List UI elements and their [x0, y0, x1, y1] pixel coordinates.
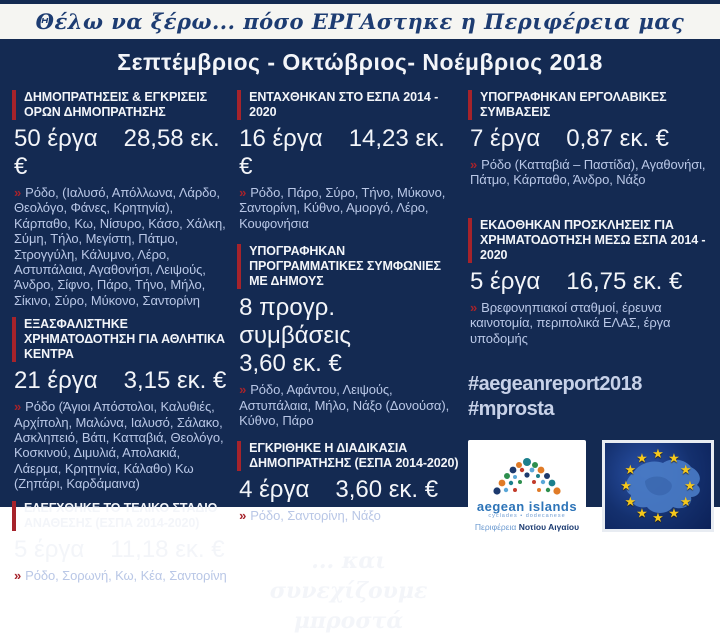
- block-stat: [14, 125, 229, 181]
- double-chevron-icon: »: [14, 567, 22, 583]
- column-3: [468, 90, 714, 533]
- eu-star-icon: ★: [624, 494, 637, 510]
- stat-amount: 14,23 εκ. €: [239, 125, 445, 180]
- block-locations: [14, 399, 229, 491]
- content-columns: [12, 90, 714, 634]
- hashtag-aegeanreport: #aegeanreport2018: [468, 373, 642, 396]
- locations-text: Ρόδο, Σορωνή, Κω, Κέα, Σαντορίνη: [25, 567, 227, 583]
- block-locations: [14, 185, 229, 308]
- caption-region-word: Περιφέρεια: [474, 522, 517, 533]
- info-block-espa-calls: [468, 218, 714, 346]
- block-heading-row: [468, 218, 714, 263]
- stat-count: 16 έργα: [239, 125, 323, 152]
- stat-amount: 28,58 εκ. €: [14, 125, 220, 180]
- red-accent-bar: [237, 441, 241, 471]
- block-heading-row: [237, 244, 460, 289]
- double-chevron-icon: »: [239, 508, 247, 524]
- double-chevron-icon: »: [14, 399, 22, 415]
- closing-tagline: [237, 546, 460, 636]
- eu-star-icon: ★: [684, 478, 696, 494]
- aegean-logo-subtitle: cyclades • dodecanese: [488, 513, 566, 520]
- locations-text: Ρόδο (Άγιοι Απόστολοι, Καλυθιές, Αρχίπολη, Μαλώνα, Ιαλυσό, Σάλακο, Ασκληπειό, Βάτι, Κατταβιά, Θεολόγο, Κοσκινού, Διμυλιά, Απολακιά, Λάερμα, Κρητηνία, Κάλαθο) Κω (Ζηπάρι, Καρδάμαινα): [14, 399, 224, 492]
- info-block-sports-funding: [12, 317, 229, 491]
- block-heading-row: [468, 90, 714, 120]
- block-heading: ΥΠΟΓΡΑΦΗΚΑΝ ΠΡΟΓΡΑΜΜΑΤΙΚΕΣ ΣΥΜΦΩΝΙΕΣ ΜΕ ΔΗΜΟΥΣ: [249, 244, 441, 289]
- red-accent-bar: [468, 90, 472, 120]
- eu-star-icon: ★: [636, 505, 648, 521]
- locations-text: Ρόδο, Σαντορίνη, Νάξο: [250, 508, 381, 524]
- block-stat: [14, 367, 229, 395]
- hashtags-block: [468, 372, 714, 422]
- column-1: [12, 90, 229, 583]
- eu-star-icon: ★: [652, 510, 664, 526]
- period-subtitle: Σεπτέμβριος - Οκτώβριος- Νοέμβριος 2018: [117, 48, 603, 75]
- aegean-logo-caption: [475, 523, 579, 532]
- eu-star-icon: ★: [620, 478, 632, 494]
- red-accent-bar: [12, 90, 16, 120]
- double-chevron-icon: »: [239, 185, 247, 200]
- eu-star-icon: ★: [652, 446, 664, 462]
- stat-amount: 11,18 εκ. €: [110, 535, 225, 563]
- info-block-tender-approved: [237, 441, 460, 523]
- block-stat: [14, 536, 229, 564]
- eu-star-icon: ★: [668, 450, 680, 466]
- stat-amount: 3,15 εκ. €: [123, 367, 227, 395]
- block-locations: [239, 185, 460, 231]
- locations-text: Ρόδο, (Ιαλυσό, Απόλλωνα, Λάρδο, Θεολόγο, Φάνες, Κρητηνία), Κάρπαθο, Κω, Νίσυρο, Κάσο, Χάλκη, Σύμη, Τήλο, Μεγίστη, Πάτμο, Στρογγύλη, Κάλυμνο, Λέρο, Αστυπάλαια, Αγαθονήσι, Λειψούς, Άνδρο, Σίφνο, Πάρο, Τήνο, Μήλο, Σίκινο, Σύρο, Μύκονο, Σαντορίνη: [14, 185, 226, 308]
- eu-star-icon: ★: [668, 505, 680, 521]
- subtitle-band: [0, 39, 720, 85]
- stat-count: 5 έργα: [14, 535, 85, 563]
- locations-text: Ρόδο (Κατταβιά – Παστίδα), Αγαθονήσι, Πάτμο, Κάρπαθο, Άνδρο, Νάξο: [470, 157, 706, 188]
- poster-title: Θέλω να ξέρω... πόσο ΕΡΓΑστηκε η Περιφέρεια μας: [35, 9, 685, 34]
- info-block-programmatic-agreements: [237, 244, 460, 428]
- double-chevron-icon: »: [239, 382, 247, 398]
- block-heading: ΕΓΚΡΙΘΗΚΕ Η ΔΙΑΔΙΚΑΣΙΑ ΔΗΜΟΠΡΑΤΗΣΗΣ (ΕΣΠΑ 2014-2020): [249, 441, 459, 471]
- double-chevron-icon: »: [470, 299, 478, 315]
- block-heading-row: [12, 501, 229, 531]
- stat-amount: 16,75 εκ. €: [566, 267, 683, 295]
- aegean-mosaic-icon: [488, 456, 566, 500]
- double-chevron-icon: »: [470, 157, 478, 172]
- eu-star-icon: ★: [679, 494, 692, 510]
- block-heading-row: [237, 90, 460, 120]
- block-locations: [239, 508, 460, 523]
- block-stat: [239, 476, 460, 504]
- info-block-contracts-signed: [468, 90, 714, 188]
- stat-amount: 0,87 εκ. €: [566, 125, 670, 152]
- info-block-final-stage: [12, 501, 229, 583]
- stat-count: 8 προγρ. συμβάσεις: [239, 294, 351, 350]
- logos-row: [468, 440, 714, 537]
- block-heading: ΕΝΤΑΧΘΗΚΑΝ ΣΤΟ ΕΣΠΑ 2014 - 2020: [249, 90, 439, 119]
- eu-star-icon: ★: [624, 462, 637, 478]
- block-stat: [239, 294, 460, 378]
- block-stat: [239, 125, 460, 181]
- stat-amount: 3,60 εκ. €: [239, 350, 342, 378]
- block-heading: ΕΛΕΓΧΘΗΚΕ ΤΟ ΤΕΛΙΚΟ ΣΤΑΔΙΟ ΑΝΑΘΕΣΗΣ (ΕΣΠΑ 2014-2020): [24, 500, 218, 530]
- caption-region-name: Νοτίου Αιγαίου: [518, 522, 580, 533]
- tagline-line2: μπροστά: [293, 607, 404, 634]
- tagline-line1: ... και συνεχίζουμε: [269, 547, 428, 604]
- block-heading-row: [12, 317, 229, 362]
- block-heading: ΕΞΑΣΦΑΛΙΣΤΗΚΕ ΧΡΗΜΑΤΟΔΟΤΗΣΗ ΓΙΑ ΑΘΛΗΤΙΚΑ ΚΕΝΤΡΑ: [24, 317, 225, 362]
- block-locations: [14, 568, 229, 583]
- stat-count: 7 έργα: [470, 125, 541, 152]
- info-block-tenders: [12, 90, 229, 308]
- locations-text: Ρόδο, Αφάντου, Λειψούς, Αστυπάλαια, Μήλο, Νάξο (Δονούσα), Κύθνο, Πάρο: [239, 382, 450, 429]
- stat-count: 50 έργα: [14, 125, 98, 152]
- stat-count: 21 έργα: [14, 367, 98, 395]
- hashtag-mprosta: #mprosta: [468, 398, 555, 421]
- red-accent-bar: [12, 317, 16, 362]
- block-stat: [470, 125, 714, 153]
- double-chevron-icon: »: [14, 185, 22, 200]
- red-accent-bar: [12, 501, 16, 531]
- eu-star-icon: ★: [679, 462, 692, 478]
- locations-text: Ρόδο, Πάρο, Σύρο, Τήνο, Μύκονο, Σαντορίνη, Κύθνο, Αμοργό, Λέρο, Κουφονήσια: [239, 185, 446, 231]
- red-accent-bar: [468, 218, 472, 263]
- block-heading: ΕΚΔΟΘΗΚΑΝ ΠΡΟΣΚΛΗΣΕΙΣ ΓΙΑ ΧΡΗΜΑΤΟΔΟΤΗΣΗ ΜΕΣΩ ΕΣΠΑ 2014 - 2020: [480, 217, 706, 262]
- block-heading: ΔΗΜΟΠΡΑΤΗΣΕΙΣ & ΕΓΚΡΙΣΕΙΣ ΟΡΩΝ ΔΗΜΟΠΡΑΤΗΣΗΣ: [24, 90, 208, 119]
- block-heading: ΥΠΟΓΡΑΦΗΚΑΝ ΕΡΓΟΛΑΒΙΚΕΣ ΣΥΜΒΑΣΕΙΣ: [480, 90, 667, 119]
- eu-star-icon: ★: [636, 450, 648, 466]
- stat-count: 4 έργα: [239, 476, 310, 504]
- red-accent-bar: [237, 90, 241, 120]
- aegean-logo-title: aegean islands: [476, 499, 578, 515]
- top-banner: [0, 4, 720, 39]
- info-block-espa-joined: [237, 90, 460, 231]
- eu-flag-logo: [602, 440, 714, 532]
- aegean-islands-logo: [468, 440, 586, 537]
- block-locations: [470, 157, 714, 188]
- block-heading-row: [237, 441, 460, 471]
- block-heading-row: [12, 90, 229, 120]
- column-2: [237, 90, 460, 634]
- block-locations: [239, 382, 460, 428]
- red-accent-bar: [237, 244, 241, 289]
- block-stat: [470, 268, 714, 296]
- stat-amount: 3,60 εκ. €: [335, 476, 439, 504]
- stat-count: 5 έργα: [470, 267, 541, 295]
- block-locations: [470, 300, 714, 346]
- locations-text: Βρεφονηπιακοί σταθμοί, έρευνα καινοτομία, περιπολικά ΕΛΑΣ, έργα υποδομής: [470, 299, 671, 346]
